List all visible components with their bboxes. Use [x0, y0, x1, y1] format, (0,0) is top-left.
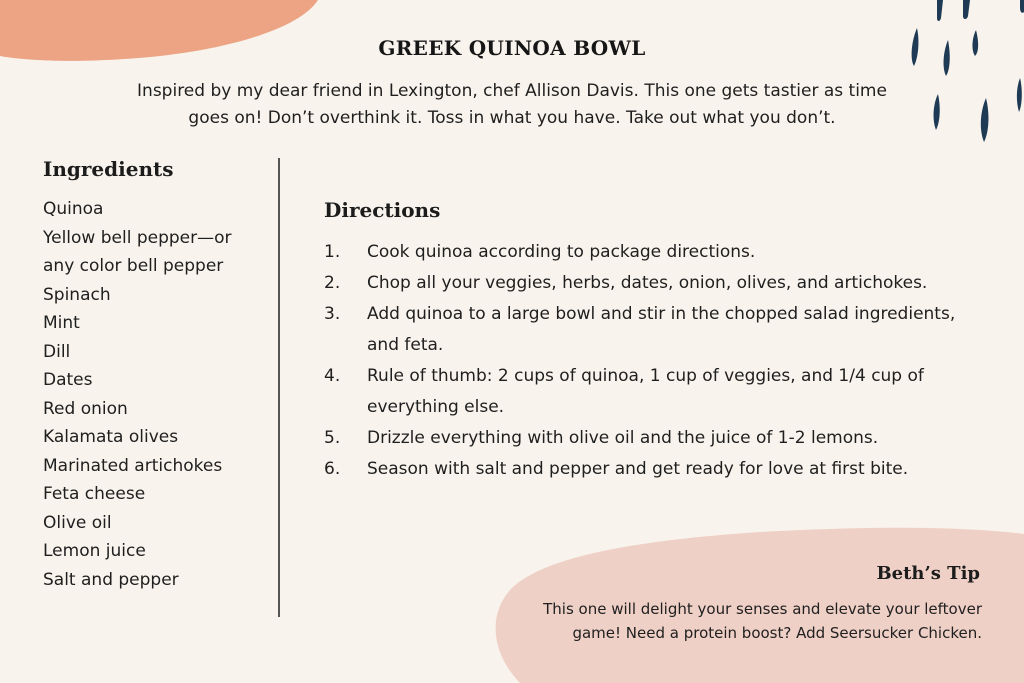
ingredient-item: Dates	[43, 370, 93, 390]
step-text: Season with salt and pepper and get ready for love at first bite.	[367, 459, 909, 479]
recipe-intro: Inspired by my dear friend in Lexington, chef Allison Davis. This one gets tastier as time goes on! Don’t overthink it. Toss in what you have. Take out what you don’t.	[137, 81, 887, 128]
ingredient-item: Lemon juice	[43, 541, 146, 561]
step-number: 4.	[324, 366, 341, 386]
ingredient-item: Olive oil	[43, 512, 112, 533]
column-divider	[278, 158, 280, 617]
direction-step	[324, 299, 964, 361]
ingredient-item: Feta cheese	[43, 484, 146, 504]
tip-text: This one will delight your senses and elevate your leftover game! Need a protein boost? Add Seersucker Chicken.	[543, 600, 982, 642]
ingredient-item: Quinoa	[43, 199, 104, 219]
directions-list	[324, 237, 964, 485]
recipe-title: GREEK QUINOA BOWL	[378, 36, 646, 60]
step-number: 5.	[324, 428, 341, 448]
step-number: 6.	[324, 459, 341, 479]
step-text: Add quinoa to a large bowl and stir in the chopped salad ingredients, and feta.	[367, 304, 956, 355]
direction-step	[324, 237, 964, 268]
ingredient-item: Red onion	[43, 398, 128, 419]
ingredients-heading: Ingredients	[43, 157, 174, 181]
step-number: 3.	[324, 304, 341, 324]
ingredient-item: Spinach	[43, 284, 111, 305]
step-text: Drizzle everything with olive oil and the juice of 1-2 lemons.	[367, 428, 879, 448]
ingredient-item: Salt and pepper	[43, 569, 179, 590]
ingredient-item: Yellow bell pepper—or any color bell pepper	[43, 227, 232, 276]
direction-step	[324, 454, 964, 485]
ingredient-item: Marinated artichokes	[43, 455, 223, 476]
step-number: 1.	[324, 242, 341, 262]
ingredient-item: Mint	[43, 313, 80, 333]
ingredient-item: Kalamata olives	[43, 427, 179, 447]
step-text: Rule of thumb: 2 cups of quinoa, 1 cup of veggies, and 1/4 cup of everything else.	[367, 366, 924, 417]
direction-step	[324, 423, 964, 454]
ingredients-list	[43, 195, 243, 594]
directions-heading: Directions	[324, 198, 441, 222]
direction-step	[324, 361, 964, 423]
step-text: Chop all your veggies, herbs, dates, onion, olives, and artichokes.	[367, 273, 928, 293]
step-text: Cook quinoa according to package directions.	[367, 242, 756, 262]
tip-heading: Beth’s Tip	[876, 563, 980, 584]
step-number: 2.	[324, 273, 341, 293]
direction-step	[324, 268, 964, 299]
ingredient-item: Dill	[43, 341, 71, 362]
